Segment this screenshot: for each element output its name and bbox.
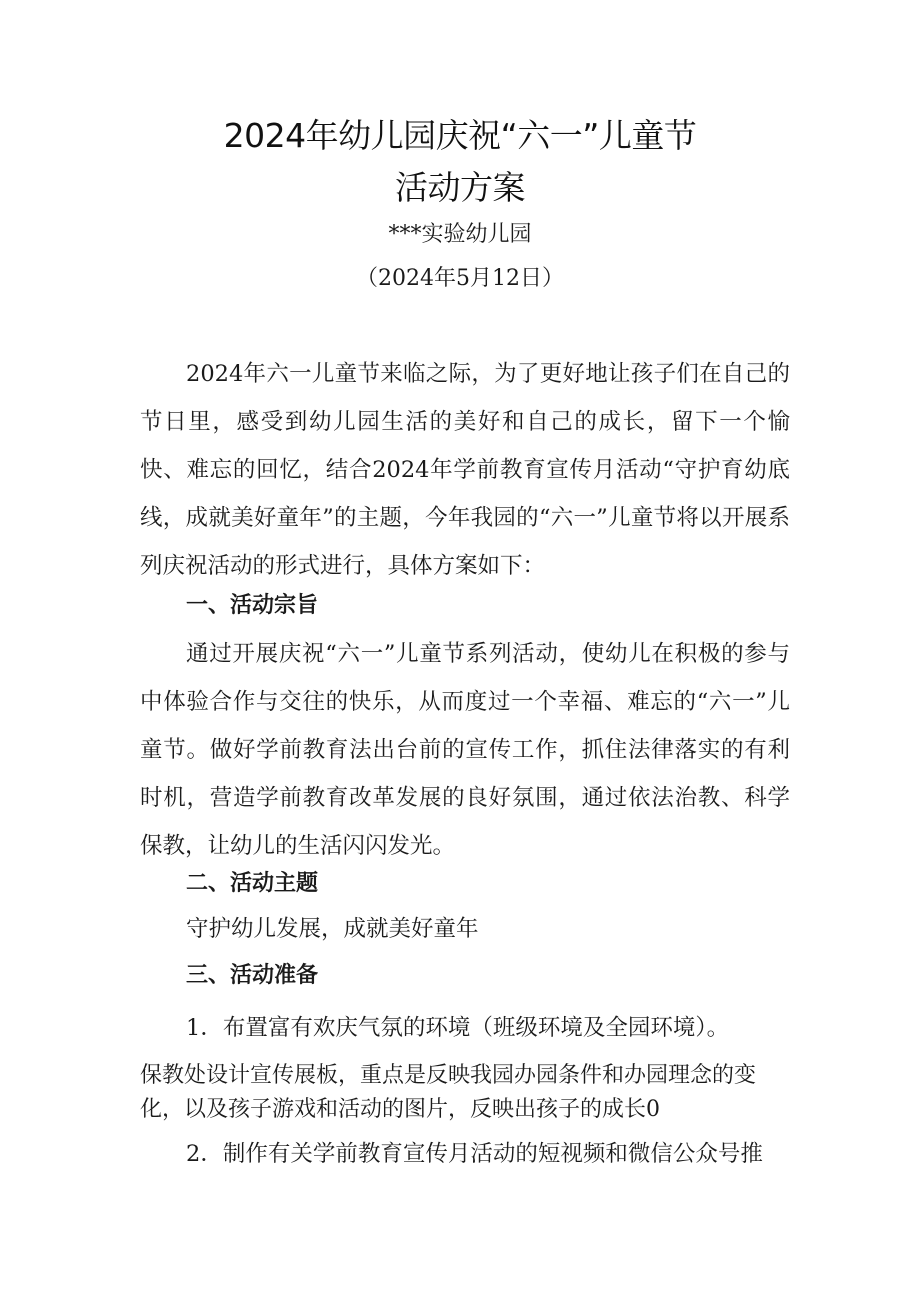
- preparation-item-1-desc: 保教处设计宣传展板，重点是反映我园办园条件和办园理念的变化，以及孩子游戏和活动的图片，反映出孩子的成长0: [140, 1063, 757, 1122]
- section-body-purpose: 通过开展庆祝“六一”儿童节系列活动，使幼儿在积极的参与中体验合作与交往的快乐，从而度过一个幸福、难忘的“六一”儿童节。做好学前教育法出台前的宣传工作，抓住法律落实的有利时机，营造学前教育改革发展的良好氛围，通过依法治教、科学保教，让幼儿的生活闪闪发光。: [140, 641, 790, 859]
- preparation-item-2-title: 2．制作有关学前教育宣传月活动的短视频和微信公众号推: [186, 1141, 763, 1167]
- section-heading-theme: 二、活动主题: [186, 871, 319, 896]
- section-body-theme: 守护幼儿发展，成就美好童年: [186, 916, 479, 942]
- document-title: 2024年幼儿园庆祝“六一”儿童节: [223, 116, 697, 155]
- organization-name: ***实验幼儿园: [388, 222, 532, 247]
- section-heading-preparation: 三、活动准备: [186, 963, 319, 988]
- document-title-line2: 活动方案: [395, 168, 525, 207]
- preparation-item-1-title: 1．布置富有欢庆气氛的环境（班级环境及全园环境）。: [186, 1015, 730, 1041]
- intro-paragraph: 2024年六一儿童节来临之际，为了更好地让孩子们在自己的节日里，感受到幼儿园生活的美好和自己的成长，留下一个愉快、难忘的回忆，结合2024年学前教育宣传月活动“守护育幼底线，成就美好童年”的主题，今年我园的“六一”儿童节将以开展系列庆祝活动的形式进行，具体方案如下：: [140, 361, 790, 579]
- document-date: （2024年5月12日）: [356, 266, 564, 291]
- section-heading-purpose: 一、活动宗旨: [186, 593, 319, 618]
